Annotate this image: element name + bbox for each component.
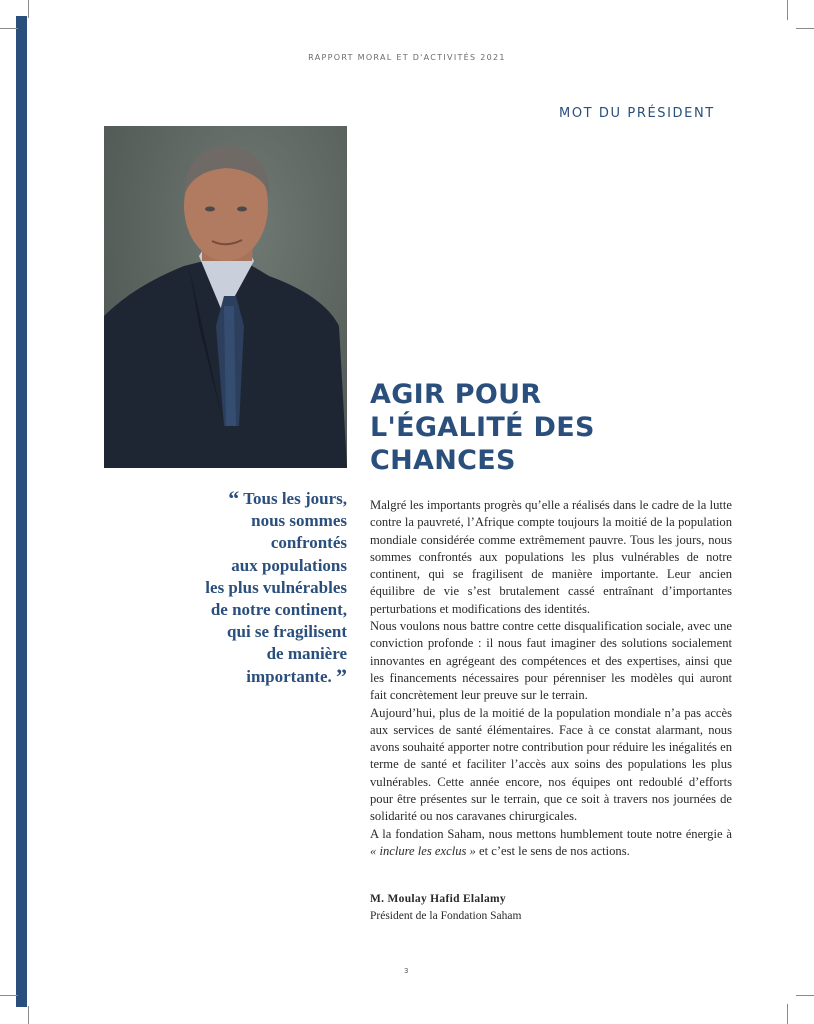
pull-quote-line: qui se fragilisent <box>227 622 347 642</box>
crop-mark-bottom-left-h <box>0 995 18 996</box>
crop-mark-bottom-right-h <box>796 995 814 996</box>
running-header: RAPPORT MORAL ET D'ACTIVITÉS 2021 <box>308 53 506 62</box>
body-text-span: A la fondation Saham, nous mettons humblement toute notre énergie à <box>370 826 732 841</box>
crop-mark-top-right-v <box>787 0 788 20</box>
signature-name: M. Moulay Hafid Elalamy <box>370 893 506 905</box>
close-quote-mark: ” <box>336 663 347 689</box>
crop-mark-bottom-right-v <box>787 1004 788 1024</box>
pull-quote-line: confrontés <box>270 533 347 553</box>
body-paragraph: Nous voulons nous battre contre cette disqualification sociale, avec une conviction profonde : il nous faut imaginer des solutions socialement innovantes en agrégeant des compétences et des expertises, ainsi que les financements nécessaires pour pérenniser les modèles qui auront fait concrètement leur preuve sur le terrain. <box>370 619 732 703</box>
crop-mark-bottom-left-v <box>28 1006 29 1024</box>
pull-quote-line: aux populations <box>231 555 347 575</box>
pull-quote-line: de manière <box>266 644 347 664</box>
president-portrait-photo <box>104 126 347 468</box>
emphasis-quote: « inclure les exclus » <box>370 843 476 858</box>
section-label: MOT DU PRÉSIDENT <box>559 106 715 121</box>
pull-quote-line <box>150 488 347 510</box>
page-number: 3 <box>404 967 409 975</box>
pull-quote-line <box>150 663 347 689</box>
signature-role: Président de la Fondation Saham <box>370 910 522 922</box>
pull-quote-text: Tous les jours, <box>243 489 347 508</box>
title-line: CHANCES <box>370 445 516 476</box>
open-quote-mark: “ <box>228 486 240 511</box>
pull-quote-text: importante. <box>246 666 332 686</box>
body-paragraph: Aujourd’hui, plus de la moitié de la population mondiale n’a pas accès aux services de santé élémentaires. Face à ce constat alarmant, nous avons souhaité apporter notre contribution pour réduire les inégalités en terme de santé et faciliter l’accès aux soins des populations les plus vulnérables. Cette année encore, nos équipes ont redoublé d’efforts pour être présentes sur le terrain, que ce soit à travers nos journées de solidarité ou nos caravanes chirurgicales. <box>370 705 732 824</box>
pull-quote-line: les plus vulnérables <box>205 577 347 597</box>
crop-mark-top-left-v <box>28 0 29 18</box>
pull-quote <box>150 488 347 688</box>
crop-mark-top-left-h <box>0 28 18 29</box>
pull-quote-line: nous sommes <box>251 511 347 531</box>
body-paragraph <box>370 826 732 861</box>
pull-quote-line: de notre continent, <box>210 600 347 620</box>
title-line: L'ÉGALITÉ DES <box>370 412 595 443</box>
title-line: AGIR POUR <box>370 379 542 410</box>
body-paragraph: Malgré les importants progrès qu’elle a réalisés dans le cadre de la lutte contre la pauvreté, l’Afrique compte toujours la moitié de la population mondiale considérée comme extrêmement pauvre. Tous les jours, nous sommes confrontés aux populations les plus vulnérables de notre continent, qui se fragilisent de manière importante. Leur ancien équilibre de vie s’est brutalement cassé entraînant d’importantes perturbations et modifications des identités. <box>370 498 732 616</box>
body-text-span: et c’est le sens de nos actions. <box>475 843 630 858</box>
article-body <box>370 497 732 860</box>
left-accent-bar <box>16 16 27 1007</box>
article-title <box>370 378 595 477</box>
crop-mark-top-right-h <box>796 28 814 29</box>
